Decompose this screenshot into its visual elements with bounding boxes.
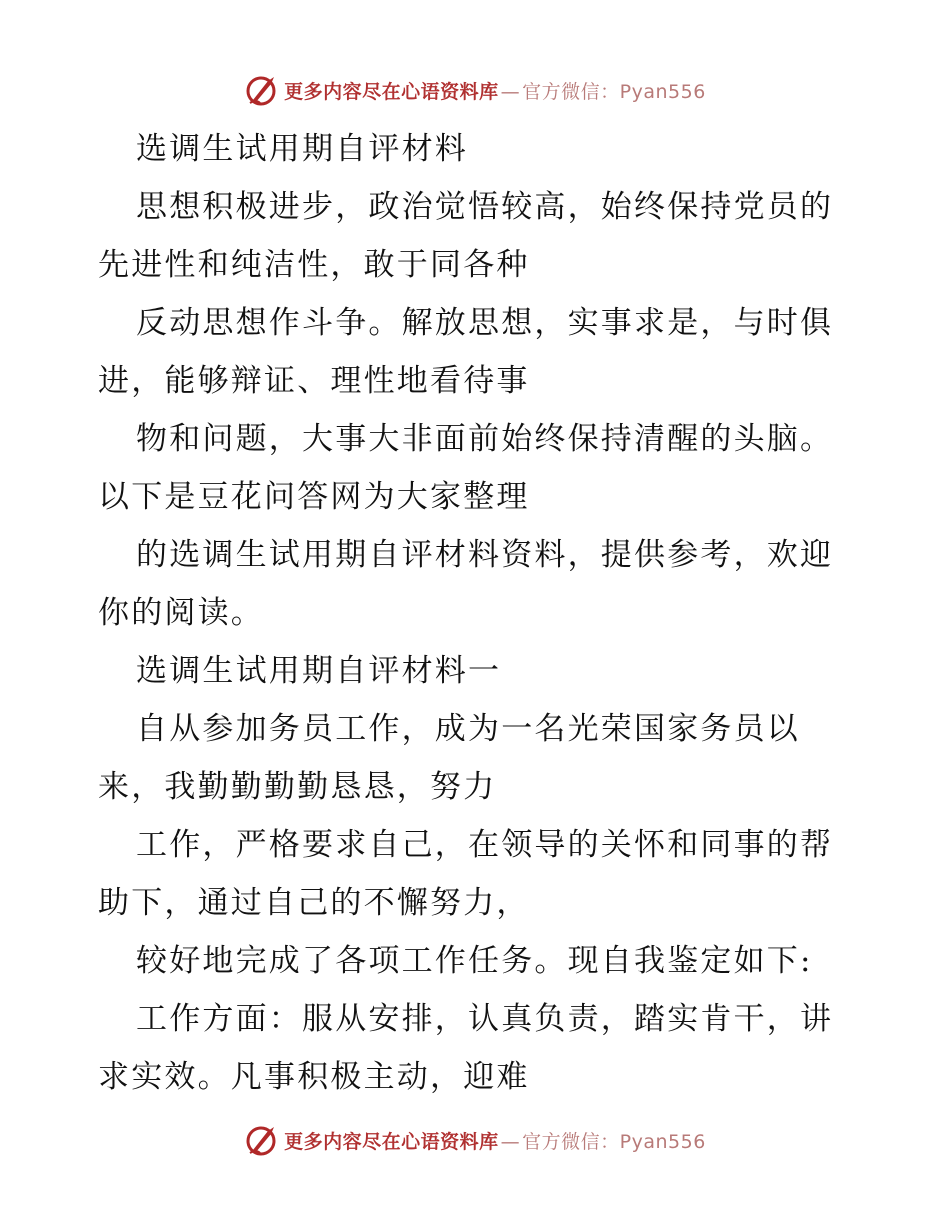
text-line: 物和问题，大事大非面前始终保持清醒的头脑。 (136, 421, 834, 457)
watermark-lead: 更多内容尽在心语资料库 (284, 1130, 499, 1153)
watermark-wechat: 官方微信：Pyan556 (522, 80, 706, 103)
quill-logo-icon (244, 72, 280, 108)
text-line: 求实效。凡事积极主动，迎难 (98, 1059, 530, 1095)
section-heading: 选调生试用期自评材料一 (136, 653, 502, 689)
watermark-dash: — (500, 80, 521, 103)
text-line: 反动思想作斗争。解放思想，实事求是，与时俱 (136, 305, 834, 341)
text-line: 思想积极进步，政治觉悟较高，始终保持党员的 (136, 189, 834, 225)
text-line: 进，能够辩证、理性地看待事 (98, 363, 530, 399)
text-line: 以下是豆花问答网为大家整理 (98, 479, 530, 515)
watermark-wechat: 官方微信：Pyan556 (522, 1130, 706, 1153)
watermark-text (284, 77, 706, 104)
header-watermark (0, 70, 950, 110)
watermark-dash: — (500, 1130, 521, 1153)
text-line: 先进性和纯洁性，敢于同各种 (98, 247, 530, 283)
text-line: 来，我勤勤勤勤恳恳，努力 (98, 769, 497, 805)
text-line: 工作，严格要求自己，在领导的关怀和同事的帮 (136, 827, 834, 863)
watermark-text (284, 1127, 706, 1154)
text-line: 自从参加务员工作，成为一名光荣国家务员以 (136, 711, 800, 747)
text-line: 你的阅读。 (98, 595, 264, 631)
text-line: 的选调生试用期自评材料资料，提供参考，欢迎 (136, 537, 834, 573)
text-line: 选调生试用期自评材料 (136, 131, 468, 167)
document-body (98, 120, 858, 1106)
text-line: 助下，通过自己的不懈努力， (98, 885, 530, 921)
quill-logo-icon (244, 1122, 280, 1158)
watermark-lead: 更多内容尽在心语资料库 (284, 80, 499, 103)
text-line: 工作方面：服从安排，认真负责，踏实肯干，讲 (136, 1001, 834, 1037)
text-line: 较好地完成了各项工作任务。现自我鉴定如下: (136, 943, 813, 979)
footer-watermark (0, 1120, 950, 1160)
